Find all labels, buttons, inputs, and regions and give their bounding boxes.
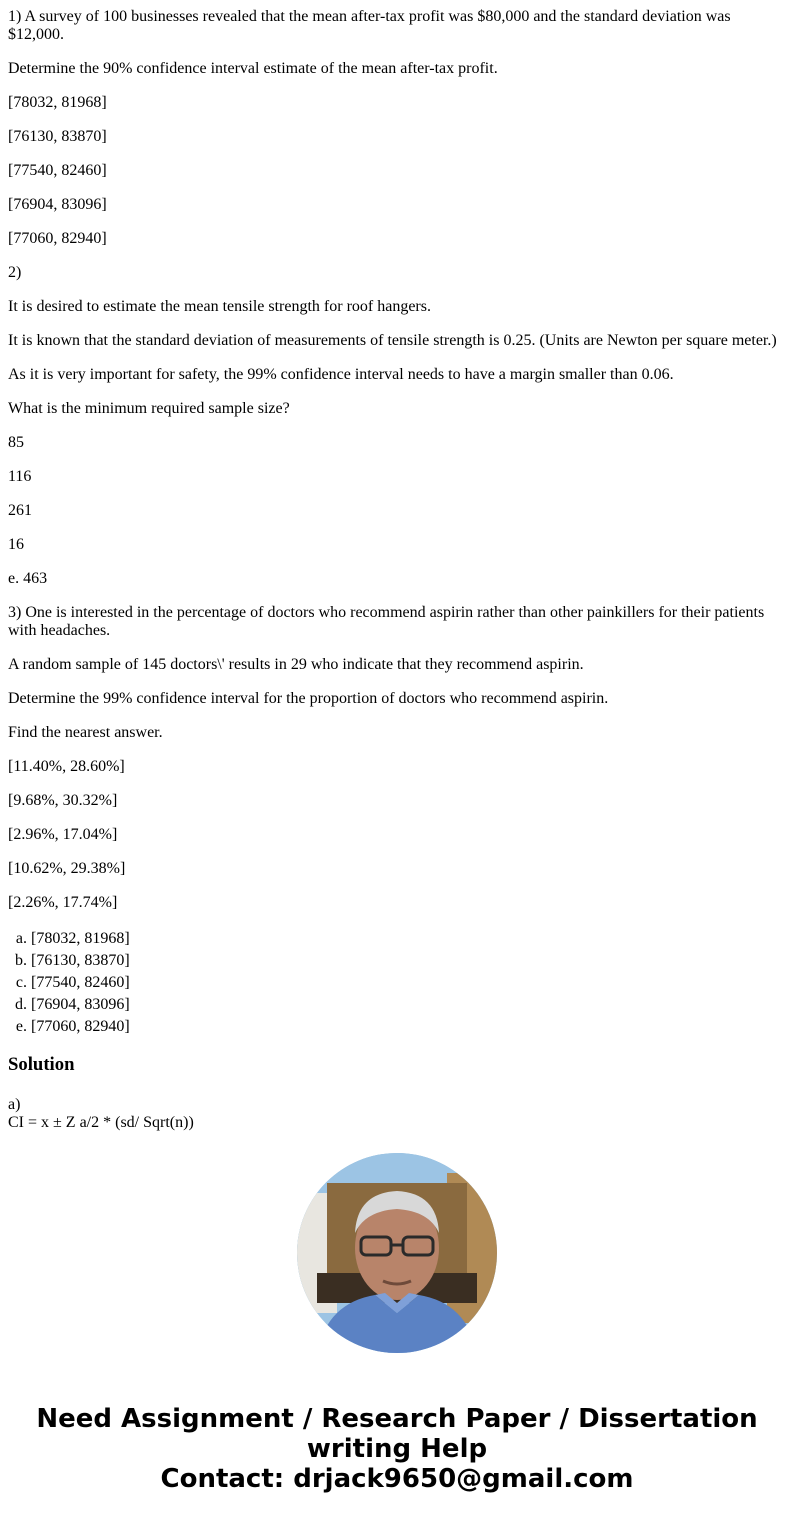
q3-note: Find the nearest answer. bbox=[8, 724, 163, 741]
q3-option: [2.26%, 17.74%] bbox=[8, 894, 118, 911]
q2-text: It is desired to estimate the mean tensile strength for roof hangers. bbox=[8, 298, 431, 315]
answer-option-d: d. [76904, 83096] bbox=[31, 994, 786, 1016]
document-content bbox=[8, 8, 786, 1132]
q1-option: [77060, 82940] bbox=[8, 230, 107, 247]
author-avatar bbox=[297, 1153, 497, 1353]
avatar-portrait bbox=[297, 1153, 497, 1353]
q1-prompt: Determine the 90% confidence interval estimate of the mean after-tax profit. bbox=[8, 60, 498, 77]
q2-prompt: What is the minimum required sample size? bbox=[8, 400, 290, 417]
solution-heading: Solution bbox=[8, 1054, 75, 1075]
q2-option: e. 463 bbox=[8, 570, 48, 587]
footer-contact: Contact: drjack9650@gmail.com bbox=[160, 1464, 634, 1494]
q1-option: [78032, 81968] bbox=[8, 94, 107, 111]
q2-label: 2) bbox=[8, 264, 22, 281]
footer-banner bbox=[0, 1404, 794, 1494]
q2-option: 16 bbox=[8, 536, 24, 553]
answer-option-c: c. [77540, 82460] bbox=[31, 972, 786, 994]
answer-option-e: e. [77060, 82940] bbox=[31, 1016, 786, 1038]
footer-line: Need Assignment / Research Paper / Dissertation bbox=[36, 1404, 758, 1434]
q1-option: [77540, 82460] bbox=[8, 162, 107, 179]
q1-option: [76904, 83096] bbox=[8, 196, 107, 213]
q3-option: [10.62%, 29.38%] bbox=[8, 860, 126, 877]
q3-prompt: Determine the 99% confidence interval for the proportion of doctors who recommend aspirin. bbox=[8, 690, 609, 707]
q3-option: [2.96%, 17.04%] bbox=[8, 826, 118, 843]
q3-text: 3) One is interested in the percentage of doctors who recommend aspirin rather than other painkillers for their patients with headaches. bbox=[8, 604, 765, 639]
footer-line: writing Help bbox=[306, 1434, 488, 1464]
solution-line: a) bbox=[8, 1096, 21, 1113]
q2-text: It is known that the standard deviation of measurements of tensile strength is 0.25. (Units are Newton per square meter.) bbox=[8, 332, 777, 349]
q1-option: [76130, 83870] bbox=[8, 128, 107, 145]
q2-option: 116 bbox=[8, 468, 32, 485]
q3-option: [9.68%, 30.32%] bbox=[8, 792, 118, 809]
answer-option-a: a. [78032, 81968] bbox=[31, 928, 786, 950]
q1-text: 1) A survey of 100 businesses revealed that the mean after-tax profit was $80,000 and the standard deviation was $12,000. bbox=[8, 8, 731, 43]
solution-body bbox=[8, 1096, 786, 1132]
answer-options-list bbox=[8, 928, 786, 1038]
q2-option: 85 bbox=[8, 434, 24, 451]
q2-option: 261 bbox=[8, 502, 32, 519]
q3-option: [11.40%, 28.60%] bbox=[8, 758, 125, 775]
solution-line: CI = x ± Z a/2 * (sd/ Sqrt(n)) bbox=[8, 1114, 194, 1131]
answer-option-b: b. [76130, 83870] bbox=[31, 950, 786, 972]
q3-text: A random sample of 145 doctors\' results in 29 who indicate that they recommend aspirin. bbox=[8, 656, 584, 673]
q2-text: As it is very important for safety, the 99% confidence interval needs to have a margin smaller than 0.06. bbox=[8, 366, 674, 383]
